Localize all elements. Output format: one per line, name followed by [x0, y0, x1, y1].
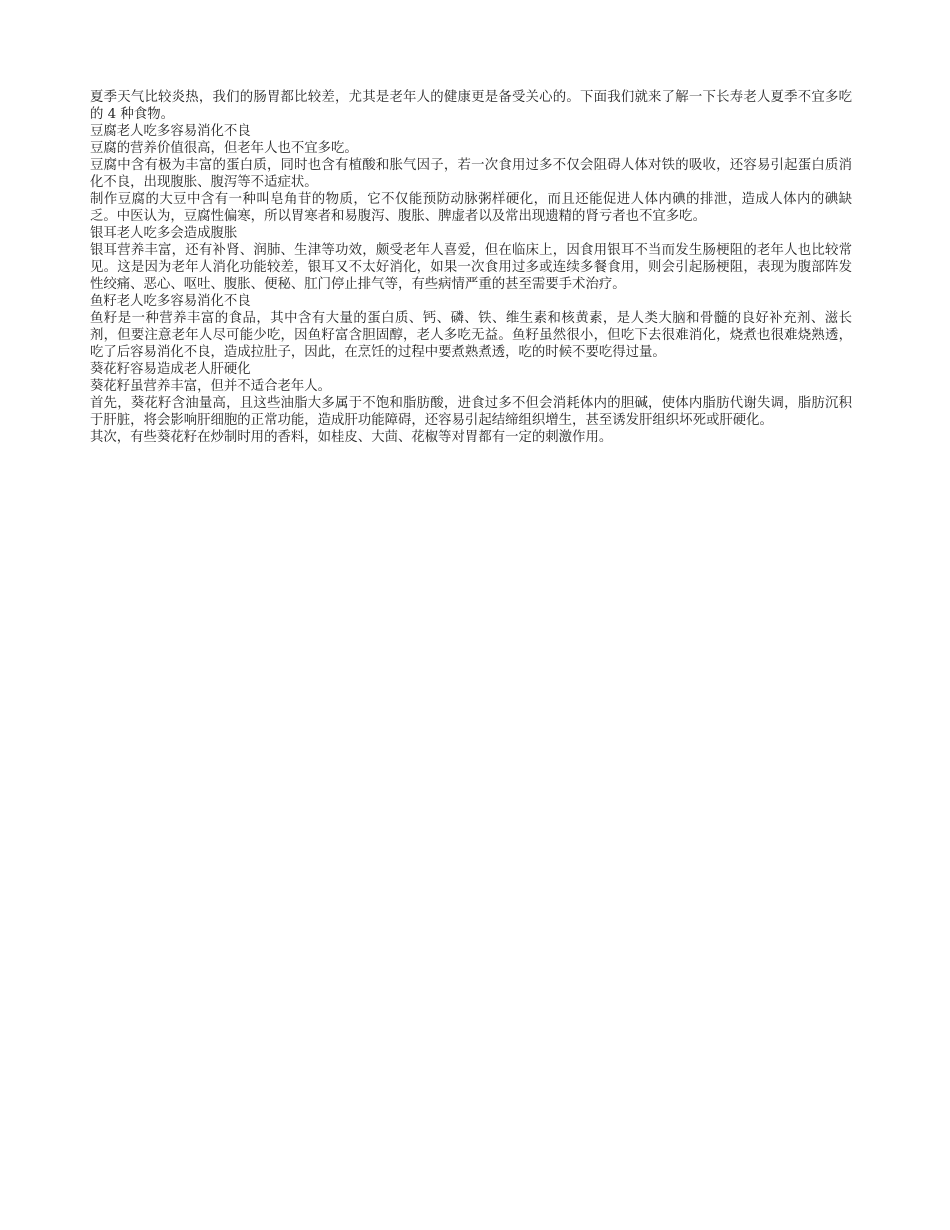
section-heading-tofu: 豆腐老人吃多容易消化不良 — [90, 124, 251, 139]
section-heading-sunflower-seeds: 葵花籽容易造成老人肝硬化 — [90, 362, 251, 377]
paragraph-sunflower-2: 首先，葵花籽含油量高，且这些油脂大多属于不饱和脂肪酸，进食过多不但会消耗体内的胆碱，使体内脂肪代谢失调，脂肪沉积于肝脏，将会影响肝细胞的正常功能，造成肝功能障碍，还容易引起结缔组织增生，甚至诱发肝组织坏死或肝硬化。 — [90, 396, 852, 428]
section-heading-tremella: 银耳老人吃多会造成腹胀 — [90, 226, 238, 241]
paragraph-tofu-1: 豆腐的营养价值很高，但老年人也不宜多吃。 — [90, 141, 358, 156]
paragraph-sunflower-1: 葵花籽虽营养丰富，但并不适合老年人。 — [90, 379, 332, 394]
paragraph-tremella-1: 银耳营养丰富，还有补肾、润肺、生津等功效，颇受老年人喜爱，但在临床上，因食用银耳不当而发生肠梗阻的老年人也比较常见。这是因为老年人消化功能较差，银耳又不太好消化，如果一次食用过多或连续多餐食用，则会引起肠梗阻，表现为腹部阵发性绞痛、恶心、呕吐、腹胀、便秘、肛门停止排气等，有些病情严重的甚至需要手术治疗。 — [90, 243, 852, 292]
section-heading-fish-roe: 鱼籽老人吃多容易消化不良 — [90, 294, 251, 309]
intro-paragraph: 夏季天气比较炎热，我们的肠胃都比较差，尤其是老年人的健康更是备受关心的。下面我们就来了解一下长寿老人夏季不宜多吃的 4 种食物。 — [90, 90, 852, 122]
paragraph-sunflower-3: 其次，有些葵花籽在炒制时用的香料，如桂皮、大茴、花椒等对胃都有一定的刺激作用。 — [90, 430, 613, 445]
paragraph-tofu-2: 豆腐中含有极为丰富的蛋白质，同时也含有植酸和胀气因子，若一次食用过多不仅会阻碍人体对铁的吸收，还容易引起蛋白质消化不良，出现腹胀、腹泻等不适症状。 — [90, 158, 852, 190]
paragraph-tofu-3: 制作豆腐的大豆中含有一种叫皂角苷的物质，它不仅能预防动脉粥样硬化，而且还能促进人体内碘的排泄，造成人体内的碘缺乏。中医认为，豆腐性偏寒，所以胃寒者和易腹泻、腹胀、脾虚者以及常出现遗精的肾亏者也不宜多吃。 — [90, 192, 852, 224]
article-body — [90, 89, 852, 446]
paragraph-fish-roe-1: 鱼籽是一种营养丰富的食品，其中含有大量的蛋白质、钙、磷、铁、维生素和核黄素，是人类大脑和骨髓的良好补充剂、滋长剂，但要注意老年人尽可能少吃，因鱼籽富含胆固醇，老人多吃无益。鱼籽虽然很小，但吃下去很难消化，烧煮也很难烧熟透，吃了后容易消化不良，造成拉肚子，因此，在烹饪的过程中要煮熟煮透，吃的时候不要吃得过量。 — [90, 311, 852, 360]
